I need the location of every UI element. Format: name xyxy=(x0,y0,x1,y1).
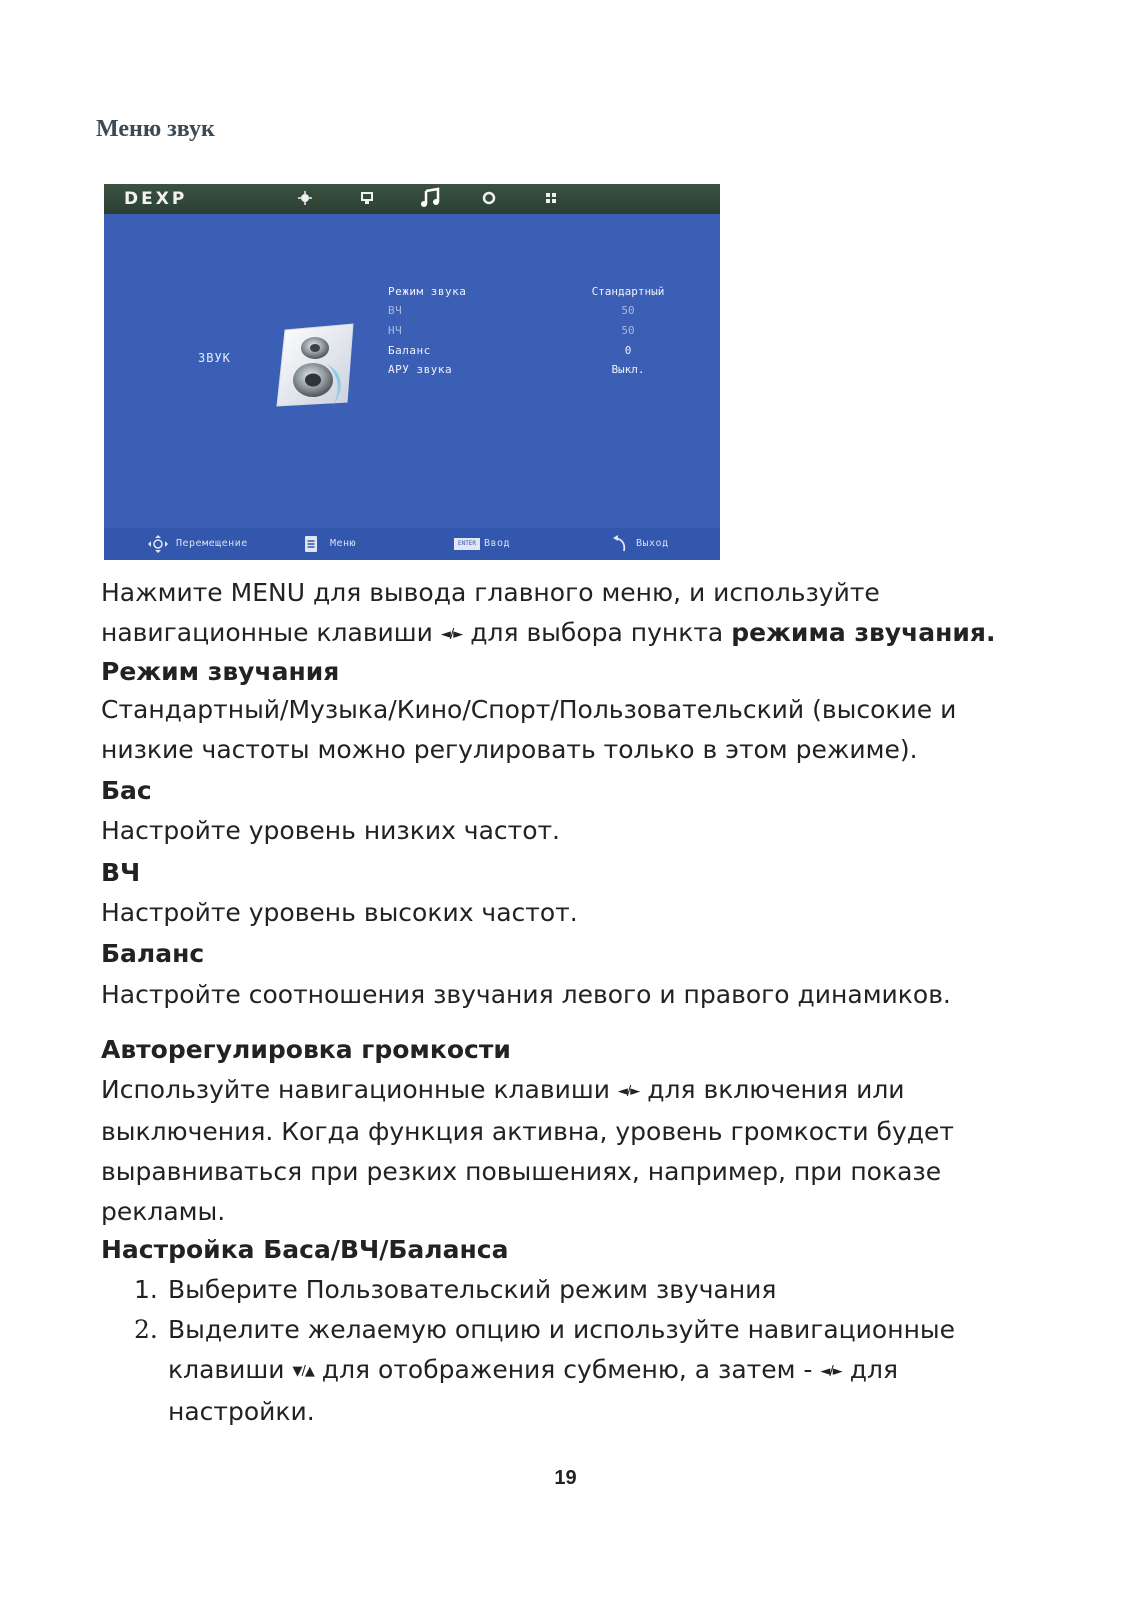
menu-row-value: 50 xyxy=(621,304,635,317)
heading-avl: Авторегулировка громкости xyxy=(101,1035,511,1064)
return-icon xyxy=(612,535,628,557)
move-arrows-icon xyxy=(148,535,168,557)
brand-logo: DEXP xyxy=(124,189,188,209)
menu-key-icon xyxy=(304,535,318,557)
page-number: 19 xyxy=(554,1467,577,1489)
intro-line-1: Нажмите MENU для вывода главного меню, и используйте xyxy=(101,578,880,607)
balance-paragraph: Настройте соотношения звучания левого и правого динамиков. xyxy=(101,980,951,1009)
menu-row-label: ВЧ xyxy=(388,304,403,317)
enter-key-icon: ENTER xyxy=(454,538,480,550)
heading-sound-mode: Режим звучания xyxy=(101,657,340,686)
menu-row-value: 0 xyxy=(624,344,632,357)
grid-icon xyxy=(544,191,558,205)
menu-row-value: Стандартный xyxy=(591,285,665,298)
menu-row-sound-mode[interactable] xyxy=(388,285,688,301)
menu-row-balance[interactable] xyxy=(388,344,688,360)
menu-row-label: НЧ xyxy=(388,324,403,337)
left-right-arrows-icon: ◄/► xyxy=(440,627,463,642)
music-note-icon xyxy=(420,187,442,209)
menu-row-value: Выкл. xyxy=(611,363,645,376)
speaker-icon xyxy=(269,320,361,412)
bass-paragraph: Настройте уровень низких частот. xyxy=(101,816,561,845)
hint-move: Перемещение xyxy=(176,538,248,549)
intro-line-2: навигационные клавиши ◄/► для выбора пункта режима звучания. xyxy=(101,618,996,647)
hint-enter: Ввод xyxy=(484,538,511,549)
left-right-arrows-icon: ◄/► xyxy=(820,1364,842,1379)
heading-bass: Бас xyxy=(101,776,152,805)
heading-treble: ВЧ xyxy=(101,858,141,887)
intro-paragraph xyxy=(101,573,1031,655)
sound-menu-label: ЗВУК xyxy=(198,351,231,365)
heading-balance: Баланс xyxy=(101,939,205,968)
menu-row-treble[interactable] xyxy=(388,304,688,320)
picture-icon xyxy=(298,191,312,205)
heading-setup: Настройка Баса/ВЧ/Баланса xyxy=(101,1235,509,1264)
left-right-arrows-icon: ◄/► xyxy=(617,1084,640,1099)
avl-paragraph: Используйте навигационные клавиши ◄/► для включения или выключения. Когда функция активна, уровень громкости будет выравниваться при резких повышениях, например, при показе рекламы. xyxy=(101,1075,954,1226)
section-title: Меню звук xyxy=(96,116,215,142)
sound-mode-paragraph: Стандартный/Музыка/Кино/Спорт/Пользовательский (высокие и низкие частоты можно регулировать только в этом режиме). xyxy=(101,695,957,764)
clock-icon xyxy=(482,191,496,205)
osd-hint-bar xyxy=(104,528,720,560)
menu-row-label: Режим звука xyxy=(388,285,467,298)
menu-row-label: АРУ звука xyxy=(388,363,453,376)
menu-row-label: Баланс xyxy=(388,344,431,357)
hint-menu: Меню xyxy=(330,538,357,549)
pc-icon xyxy=(360,191,374,205)
down-up-arrows-icon: ▼/▲ xyxy=(292,1364,314,1379)
osd-top-bar xyxy=(104,184,720,214)
menu-row-avl[interactable] xyxy=(388,363,688,379)
menu-row-bass[interactable] xyxy=(388,324,688,340)
treble-paragraph: Настройте уровень высоких частот. xyxy=(101,898,578,927)
hint-exit: Выход xyxy=(636,538,669,549)
tv-osd-screenshot xyxy=(104,184,720,560)
menu-row-value: 50 xyxy=(621,324,635,337)
